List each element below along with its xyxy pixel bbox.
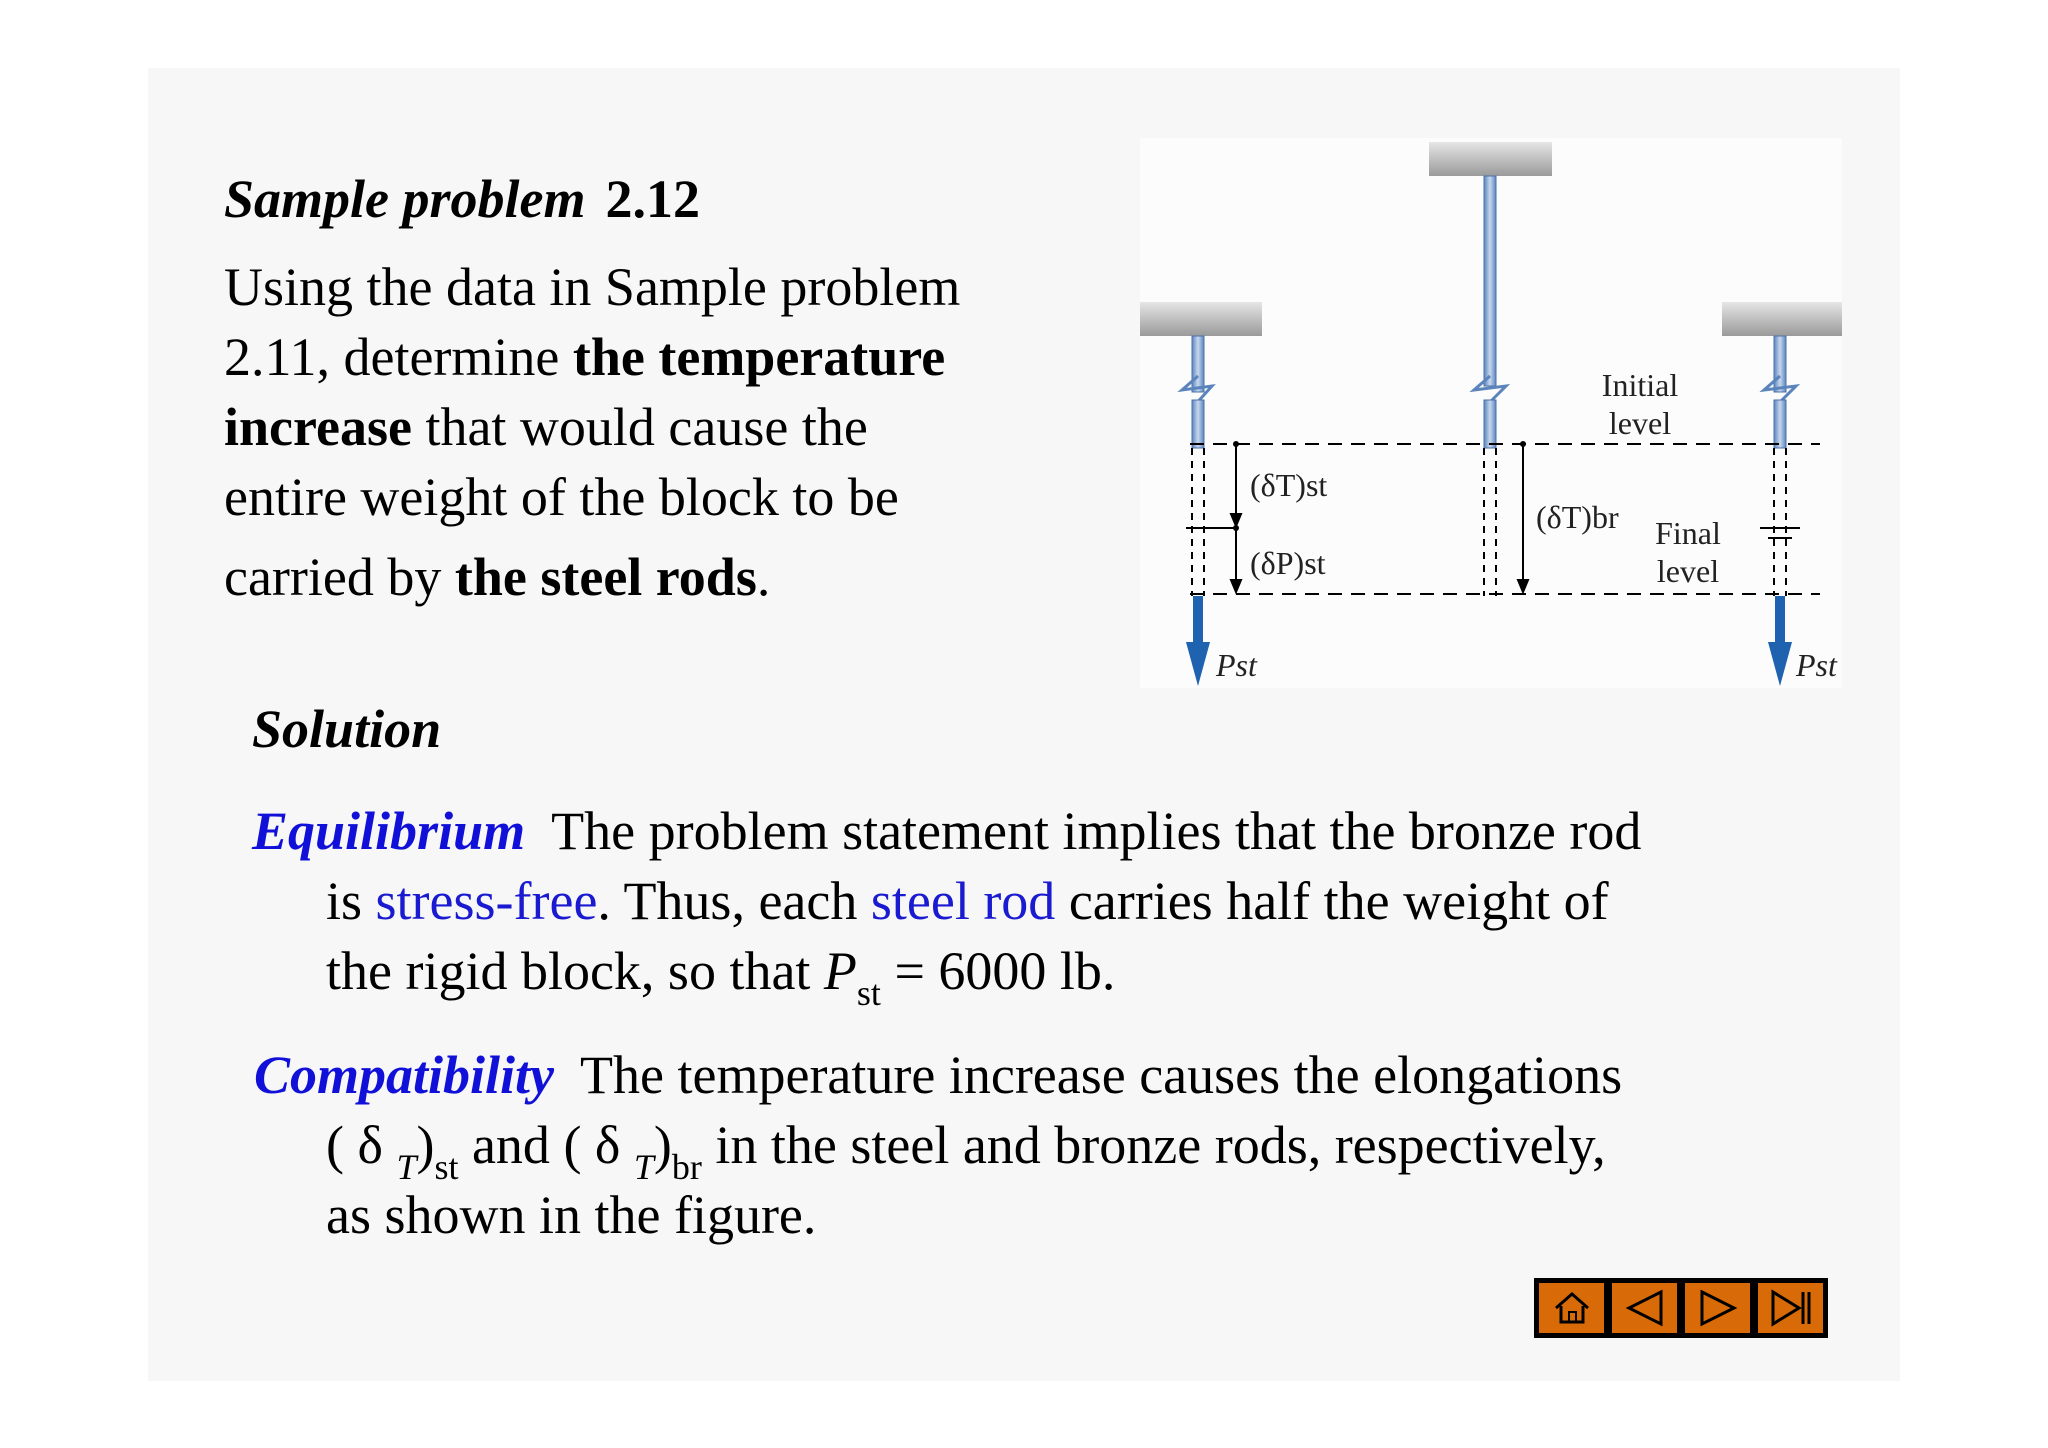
previous-button[interactable] xyxy=(1610,1281,1679,1335)
svg-text:level: level xyxy=(1608,405,1672,441)
delta-p-st-label: (δP)st xyxy=(1250,545,1326,581)
equilibrium-line-3: the rigid block, so that $P_{st} = 6000$ lb. xyxy=(326,941,1116,1013)
compatibility-line-1: Compatibility The temperature increase causes the elongations xyxy=(254,1045,1623,1105)
statement-line-4: entire weight of the block to be xyxy=(224,467,899,527)
statement-line-3: increase that would cause the xyxy=(224,397,868,457)
load-arrows xyxy=(1186,596,1792,686)
p-st-left-label: Pst xyxy=(1216,647,1257,683)
thermal-deformation-figure xyxy=(1140,138,1842,688)
next-icon xyxy=(1696,1288,1740,1328)
initial-level-label: Initial xyxy=(1601,367,1679,403)
home-icon xyxy=(1552,1288,1592,1328)
statement-line-1: Using the data in Sample problem xyxy=(224,257,961,317)
bronze-rod xyxy=(1474,176,1506,448)
home-button[interactable] xyxy=(1537,1281,1606,1335)
p-st-right-label: Pst xyxy=(1796,647,1837,683)
statement-line-5: carried by the steel rods. xyxy=(224,547,771,607)
equilibrium-line-1: Equilibrium The problem statement implies that the bronze rod xyxy=(252,801,1642,861)
last-icon xyxy=(1769,1288,1813,1328)
left-support xyxy=(1140,302,1262,336)
right-steel-rod xyxy=(1764,336,1796,448)
next-button[interactable] xyxy=(1683,1281,1752,1335)
problem-title: Sample problem 2.12 xyxy=(224,169,700,229)
final-level-label: Final xyxy=(1655,515,1721,551)
statement-line-2: 2.11, determine the temperature xyxy=(224,327,946,387)
center-support xyxy=(1429,142,1552,176)
previous-icon xyxy=(1623,1288,1667,1328)
delta-t-br-label: (δT)br xyxy=(1536,499,1619,535)
compatibility-line-3: as shown in the figure. xyxy=(326,1185,817,1245)
svg-text:level: level xyxy=(1656,553,1720,589)
right-support xyxy=(1722,302,1842,336)
equilibrium-line-2: is stress-free. Thus, each steel rod carries half the weight of xyxy=(326,871,1609,931)
last-button[interactable] xyxy=(1756,1281,1825,1335)
delta-t-st-label: (δT)st xyxy=(1250,467,1328,503)
slide-navigation xyxy=(1534,1278,1828,1338)
left-steel-rod xyxy=(1182,336,1212,448)
compatibility-line-2: ( δ $_T)_{st}$ and ( δ $_T)_{br}$ in the steel and bronze rods, respectively, xyxy=(326,1115,1606,1187)
solution-heading: Solution xyxy=(252,699,442,759)
